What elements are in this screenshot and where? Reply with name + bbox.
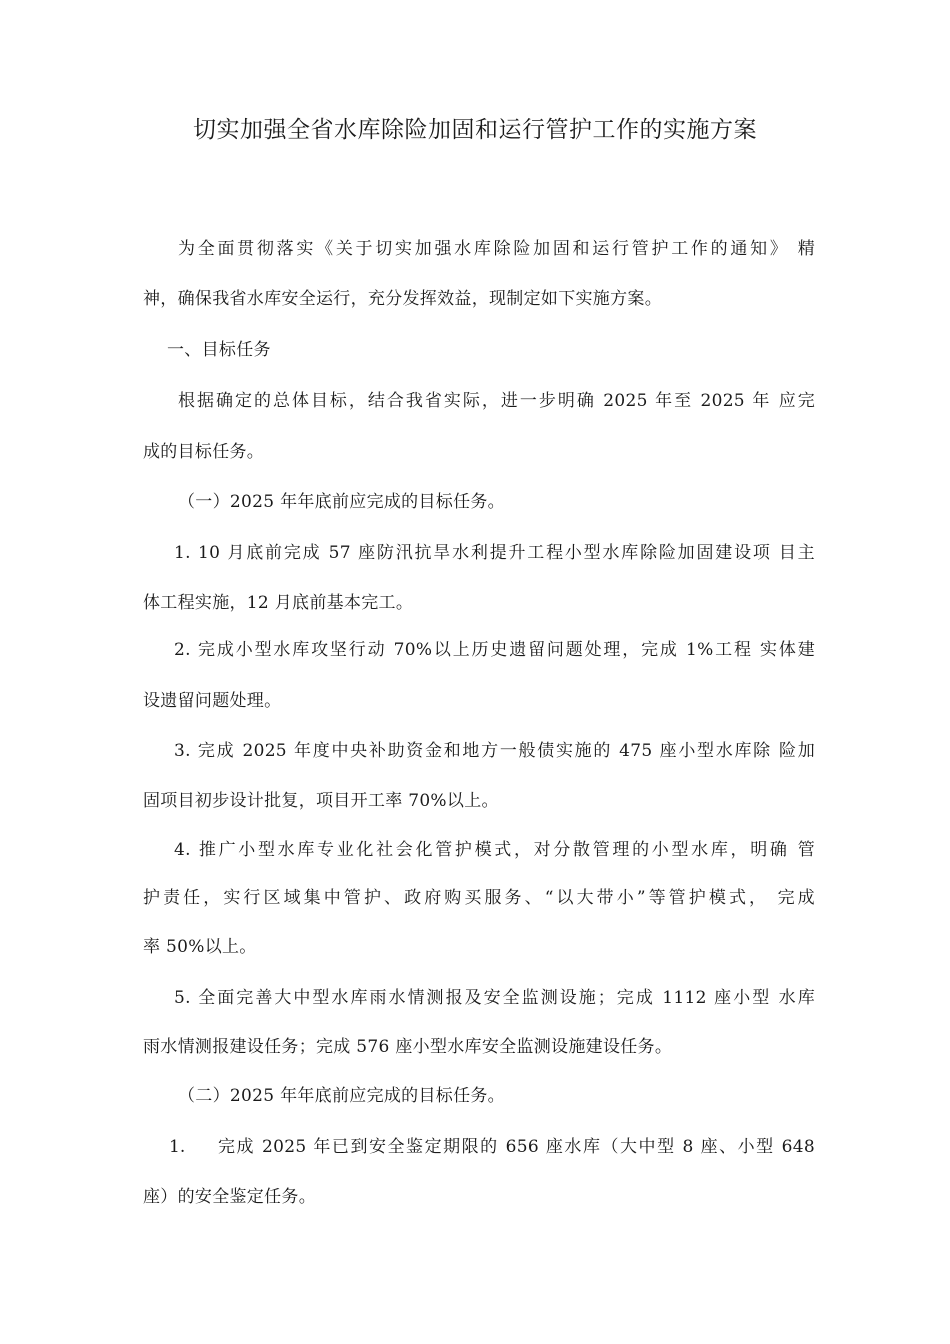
list-item-1-line-2: 体工程实施，12 月底前基本完工。 [143,593,414,613]
list-item-number: 1. [169,1137,186,1157]
list-item-3-line-1: 3. 完成 2025 年度中央补助资金和地方一般债实施的 475 座小型水库除 险加 [174,741,815,761]
section-para-line-1: 根据确定的总体目标，结合我省实际，进一步明确 2025 年至 2025 年 应完 [178,391,815,411]
section-para-line-2: 成的目标任务。 [143,442,265,462]
subsection-heading-1: （一）2025 年年底前应完成的目标任务。 [178,492,505,512]
list-item-5-line-1: 5. 全面完善大中型水库雨水情测报及安全监测设施；完成 1112 座小型 水库 [174,988,815,1008]
section-heading: 一、目标任务 [167,340,271,360]
subsection-heading-2: （二）2025 年年底前应完成的目标任务。 [178,1086,505,1106]
list-item-5-line-2: 雨水情测报建设任务；完成 576 座小型水库安全监测设施建设任务。 [143,1037,673,1057]
list-item-6-line-1: 完成 2025 年已到安全鉴定期限的 656 座水库（大中型 8 座、小型 648 [218,1137,815,1157]
intro-line-2: 神，确保我省水库安全运行，充分发挥效益，现制定如下实施方案。 [143,289,662,309]
list-item-2-line-1: 2. 完成小型水库攻坚行动 70%以上历史遗留问题处理，完成 1%工程 实体建 [174,640,815,660]
intro-line-1: 为全面贯彻落实《关于切实加强水库除险加固和运行管护工作的通知》 精 [178,239,815,259]
list-item-6-line-2: 座）的安全鉴定任务。 [143,1187,316,1207]
list-item-2-line-2: 设遗留问题处理。 [143,691,282,711]
list-item-1-line-1: 1. 10 月底前完成 57 座防汛抗旱水利提升工程小型水库除险加固建设项 目主 [174,543,815,563]
document-title: 切实加强全省水库除险加固和运行管护工作的实施方案 [193,117,757,143]
list-item-4-line-2: 护责任，实行区域集中管护、政府购买服务、“以大带小”等管护模式， 完成 [143,888,815,908]
list-item-4-line-3: 率 50%以上。 [143,937,257,957]
list-item-4-line-1: 4. 推广小型水库专业化社会化管护模式，对分散管理的小型水库，明确 管 [174,840,815,860]
list-item-3-line-2: 固项目初步设计批复，项目开工率 70%以上。 [143,791,499,811]
